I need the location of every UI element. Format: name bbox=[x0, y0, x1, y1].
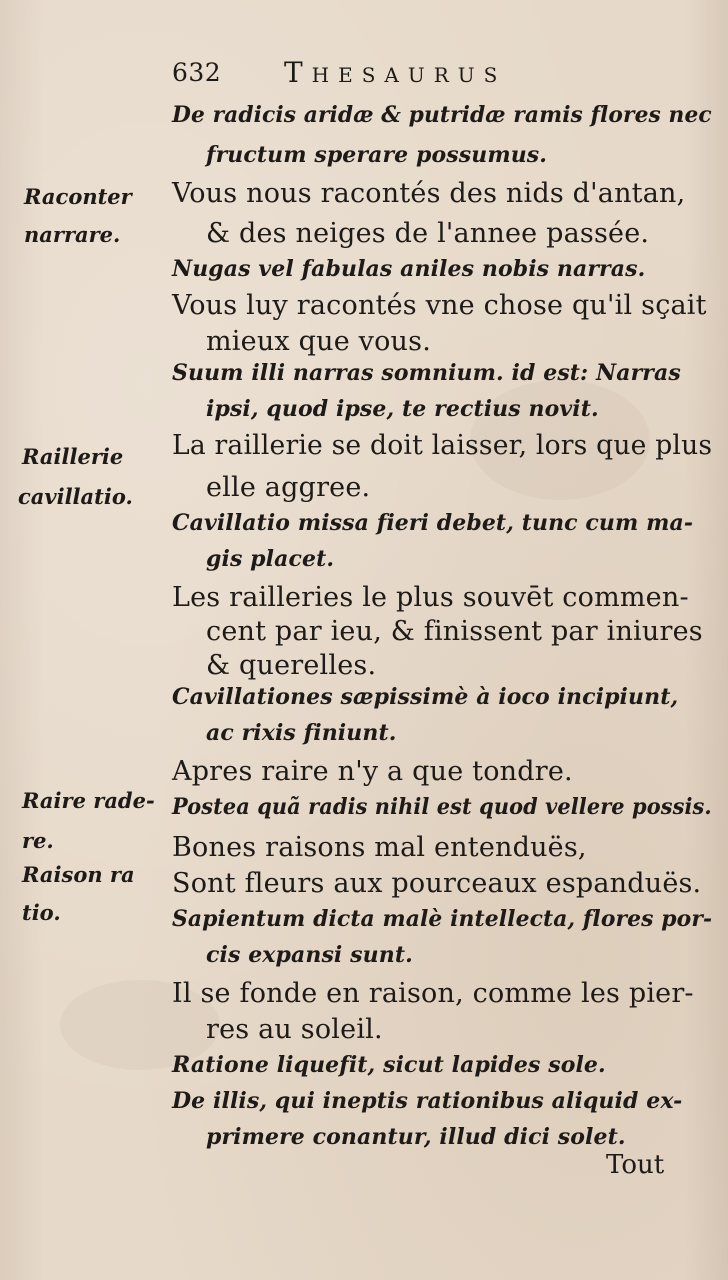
running-title: Thesaurus bbox=[284, 56, 507, 89]
text-line: Cavillationes sæpissimè à ioco incipiunt, bbox=[172, 684, 679, 710]
margin-note: tio. bbox=[22, 900, 61, 925]
margin-note: narrare. bbox=[24, 222, 121, 247]
text-line: Bones raisons mal entenduës, bbox=[172, 832, 587, 863]
text-line: Sont fleurs aux pourceaux espanduës. bbox=[172, 868, 702, 899]
text-line: Il se fonde en raison, comme les pier- bbox=[172, 978, 694, 1009]
margin-note: Raconter bbox=[24, 184, 132, 209]
text-line: cis expansi sunt. bbox=[206, 942, 413, 968]
text-line: ipsi, quod ipse, te rectius novit. bbox=[206, 396, 599, 422]
text-line: & des neiges de l'annee passée. bbox=[206, 218, 650, 249]
text-line: Cavillatio missa fieri debet, tunc cum ma- bbox=[172, 510, 694, 536]
page-number: 632 bbox=[172, 58, 222, 87]
margin-note: Raison ra bbox=[22, 862, 135, 887]
text-line: elle aggree. bbox=[206, 472, 371, 503]
text-line: mieux que vous. bbox=[206, 326, 431, 357]
catchword: Tout bbox=[606, 1150, 665, 1180]
text-line: Postea quã radis nihil est quod vellere possis. bbox=[172, 794, 712, 820]
text-line: res au soleil. bbox=[206, 1014, 383, 1045]
text-line: Suum illi narras somnium. id est: Narras bbox=[172, 360, 681, 386]
text-line: Sapientum dicta malè intellecta, flores por- bbox=[172, 906, 713, 932]
text-line: Vous luy racontés vne chose qu'il sçait bbox=[172, 290, 707, 321]
text-line: ac rixis finiunt. bbox=[206, 720, 397, 746]
text-line: fructum sperare possumus. bbox=[206, 142, 548, 168]
text-line: Ratione liquefit, sicut lapides sole. bbox=[172, 1052, 606, 1078]
text-line: De radicis aridæ & putridæ ramis flores nec bbox=[172, 102, 712, 128]
text-line: Vous nous racontés des nids d'antan, bbox=[172, 178, 686, 209]
text-line: cent par ieu, & finissent par iniures bbox=[206, 616, 703, 647]
margin-note: re. bbox=[22, 828, 54, 853]
margin-note: Raire rade- bbox=[22, 788, 155, 813]
text-line: gis placet. bbox=[206, 546, 335, 572]
text-line: Nugas vel fabulas aniles nobis narras. bbox=[172, 256, 646, 282]
text-line: Les railleries le plus souvēt commen- bbox=[172, 582, 689, 613]
page-header bbox=[172, 56, 612, 92]
text-line: & querelles. bbox=[206, 650, 377, 681]
text-line: Apres raire n'y a que tondre. bbox=[172, 756, 573, 787]
text-line: La raillerie se doit laisser, lors que plus bbox=[172, 430, 713, 461]
text-line: primere conantur, illud dici solet. bbox=[206, 1124, 626, 1150]
margin-note: cavillatio. bbox=[18, 484, 133, 509]
margin-note: Raillerie bbox=[22, 444, 124, 469]
text-line: De illis, qui ineptis rationibus aliquid ex- bbox=[172, 1088, 683, 1114]
